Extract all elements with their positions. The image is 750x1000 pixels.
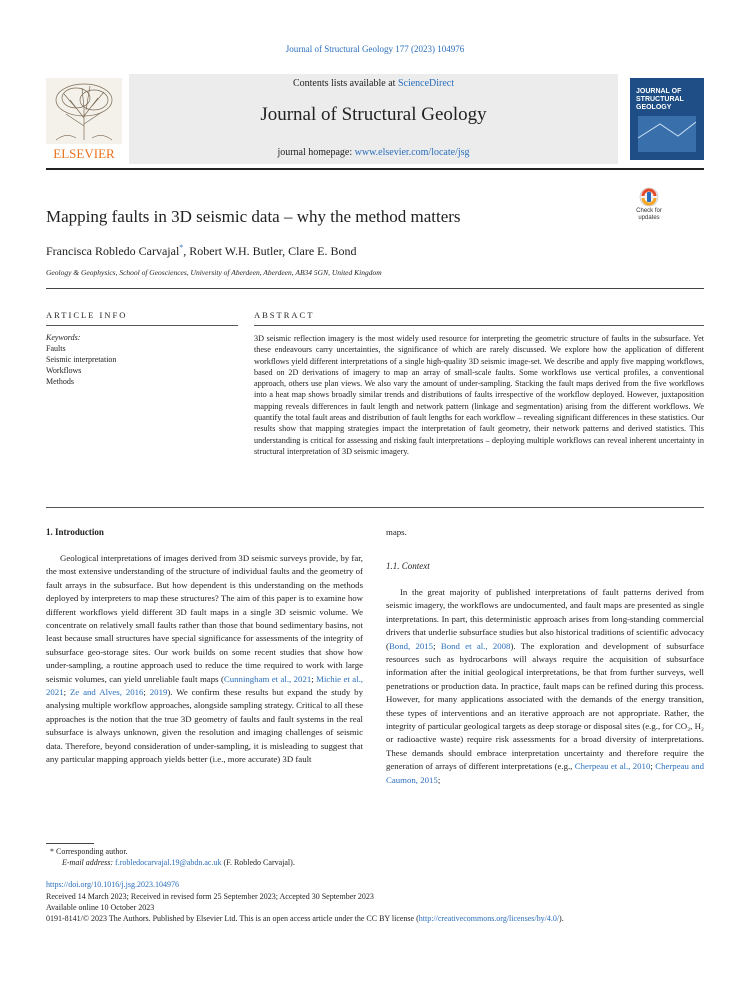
citation-link[interactable]: Cherpeau and Caumon, 2015 [386,761,705,785]
svg-text:ELSEVIER: ELSEVIER [53,146,115,161]
footnote-corresponding: * Corresponding author. [50,847,128,856]
received-dates: Received 14 March 2023; Received in revised form 25 September 2023; Accepted 30 September 2023 [46,892,374,901]
citation-link[interactable]: 2019 [149,687,168,698]
check-for-updates-label: Check for updates [636,208,662,221]
sciencedirect-link[interactable]: ScienceDirect [397,78,455,89]
cover-title: JOURNAL OF STRUCTURAL GEOLOGY [636,88,684,111]
journal-homepage: journal homepage: www.elsevier.com/locate/jsg [277,147,470,158]
elsevier-tree-icon [46,78,122,162]
abstract-rule [254,325,704,326]
doi-link[interactable]: https://doi.org/10.1016/j.jsg.2023.104976 [46,880,179,889]
article-info-heading: ARTICLE INFO [46,310,128,320]
keyword: Workflows [46,366,82,375]
citation-link[interactable]: Cherpeau et al., 2010 [574,761,651,772]
abstract-bottom-rule [46,507,704,508]
abstract-heading: ABSTRACT [254,310,315,320]
introduction-heading: 1. Introduction [46,527,104,537]
article-info-rule [46,325,238,326]
author-1[interactable]: Francisca Robledo Carvajal [46,244,180,258]
citation-link[interactable]: Bond et al., 2008 [440,640,511,651]
citation-link[interactable]: Michie et al., 2021 [46,673,363,698]
journal-cover-image[interactable] [630,78,704,160]
updates-icon [631,186,667,208]
introduction-paragraph: Geological interpretations of images derived from 3D seismic surveys provide, by far, the most extensive understanding of the structure of individual faults and the geometry of fault arrays in the subsurface. But how dependent is this understanding on the methods deployed by interpreters to map these structures? The aim of this paper is to examine how different workflows yield different 3D fault maps in a single 3D seismic volume. We concentrate on relatively small faults rather than those that bound sedimentary basins, not least because small structures have special significance for assessments of the integrity of subsurface geo-storage sites. Our work builds on some recent studies that show how under-sampling, a routine approach used to reduce the time required to work with large seismic volumes, can yield unreliable fault maps (Cunningham et al., 2021; Michie et al., 2021; Ze and Alves, 2016; 2019). We confirm these results but expand the study by analysing multiple workflow approaches, alongside sampling strategy. Critical to all these approaches is the notion that the true 3D geometry of faults and fault systems in the real subsurface is always unknown, given the resolution and imaging challenges of seismic data. Therefore, beyond consideration of under-sampling, it is misleading to suggest that any particular mapping approach yields better (i.e., more accurate) 3D fault [46,553,363,765]
keywords-label: Keywords: [46,333,81,342]
keyword: Methods [46,377,74,386]
homepage-link[interactable]: www.elsevier.com/locate/jsg [354,147,470,158]
paragraph-continuation: maps. [386,527,407,537]
corresponding-mark[interactable]: * [179,243,184,252]
footnote-rule [46,843,94,844]
affiliation: Geology & Geophysics, School of Geosciences, University of Aberdeen, Aberdeen, AB34 5GN, United Kingdom [46,268,382,277]
citation-link[interactable]: Cunningham et al., 2021 [223,673,312,684]
journal-banner [129,74,618,164]
citation-link[interactable]: Bond, 2015 [388,640,434,651]
cover-pattern [630,78,704,160]
author-3[interactable]: Clare E. Bond [288,244,357,258]
journal-title: Journal of Structural Geology [260,104,487,125]
article-title: Mapping faults in 3D seismic data – why the method matters [46,207,461,226]
email-link[interactable]: f.robledocarvajal.19@abdn.ac.uk [115,858,222,867]
footnote-email: E-mail address: f.robledocarvajal.19@abdn.ac.uk (F. Robledo Carvajal). [62,858,295,867]
keyword: Seismic interpretation [46,355,117,364]
license-link[interactable]: http://creativecommons.org/licenses/by/4.0/ [418,914,560,923]
keywords-block [46,332,116,387]
context-paragraph: In the great majority of published interpretations of fault patterns derived from seismic imagery, the workflows are undocumented, and fault maps are presented as single interpretations. In part, this deterministic approach arises from long-standing commercial drivers that underlie subsurface studies but also historical traditions of scientific advocacy (Bond, 2015; Bond et al., 2008). The exploration and development of subsurface resources such as hydrocarbons will always require the acquisition of subsurface information after the initial geological interpretations, be that from further surveys, well penetrations or production data. In practice, fault maps can be refined during this process. However, for many applications associated with the demands of the energy transition, these types of interventions and an iterative approach are not appropriate. Rather, the integrity of particular geological targets as deep storage or disposal sites (e.g., for CO₂, H₂ or radioactive waste) require risk assessments for a broad diversity of interpretations. These demands should embrace interpretation uncertainty and therefore require the generation of arrays of different interpretations (e.g., Cherpeau et al., 2010; Cherpeau and Caumon, 2015; [386,587,705,785]
journal-reference[interactable]: Journal of Structural Geology 177 (2023) 104976 [285,44,465,54]
contents-available: Contents lists available at ScienceDirect [292,78,455,89]
citation-link[interactable]: Ze and Alves, 2016 [69,687,144,698]
keyword: Faults [46,344,66,353]
elsevier-logo [46,78,122,162]
context-heading: 1.1. Context [386,561,430,571]
abstract-text: 3D seismic reflection imagery is the most widely used resource for interpreting the geometric structure of faults in the subsurface. Yet these endeavours carry uncertainties, the significance of which are rarely discussed. We explore how the application of different workflows yield different interpretations of a single high-quality 3D seismic image-set. We describe and apply five mapping workflows, based on 2D derivations of imagery to map an array of small-scale faults. Some workflows use vertical profiles, a conventional approach, others use plan views. We also vary the amount of under-sampling. Stacking the fault maps derived from the five workflows into a heat map shows broadly similar trends and distributions of faults irrespective of the workflow deployed. However, juxtaposition mapping reveals differences in fault length and network pattern (linkage and segmentation) arising from the different workflows. We quantify the total fault areas and distribution of fault lengths for each workflow – revealing significant differences in these statistics. Our results show that mapping strategies impact the interpretation of fault geometry, their network patterns and derived statistics. This understanding is critical for assessing and risking fault interpretations – deploying multiple workflows can reveal inherent uncertainty in structural interpretation of 3D seismic imagery. [254,334,704,456]
available-online: Available online 10 October 2023 [46,903,155,912]
author-list: Francisca Robledo Carvajal*, Robert W.H. Butler, Clare E. Bond [46,243,357,258]
author-2[interactable]: Robert W.H. Butler [189,244,283,258]
header-rule [46,168,704,170]
title-rule [46,288,704,289]
license-statement: 0191-8141/© 2023 The Authors. Published by Elsevier Ltd. This is an open access article under the CC BY license (http://creativecommons.org/licenses/by/4.0/). [46,914,564,923]
